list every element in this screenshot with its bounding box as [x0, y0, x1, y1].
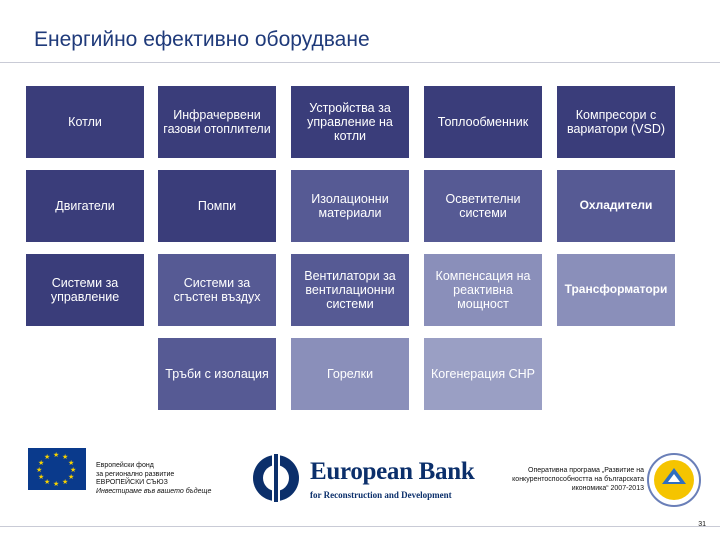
eu-line-2: за регионално развитие — [96, 470, 175, 478]
title-divider — [0, 62, 720, 63]
cell-reactive-power: Компенсация на реактивна мощност — [424, 254, 542, 326]
page-title: Енергийно ефективно оборудване — [34, 28, 370, 51]
cell-ventilation-fans: Вентилатори за вентилационни системи — [291, 254, 409, 326]
ebrd-emblem-icon — [250, 452, 302, 504]
cell-transformers: Трансформатори — [557, 254, 675, 326]
eu-line-3: ЕВРОПЕЙСКИ СЪЮЗ — [96, 479, 168, 486]
cell-infrared-heaters: Инфрачервени газови отоплители — [158, 86, 276, 158]
eu-flag-logo: ★ ★ ★ ★ ★ ★ ★ ★ ★ ★ ★ ★ — [28, 448, 86, 490]
footer-divider — [0, 526, 720, 527]
cell-lighting: Осветителни системи — [424, 170, 542, 242]
cell-burners: Горелки — [291, 338, 409, 410]
cell-chillers: Охладители — [557, 170, 675, 242]
op-line-1: Оперативна програма „Развитие на — [528, 467, 644, 474]
page-number: 31 — [698, 521, 706, 528]
cell-chp: Когенерация CHP — [424, 338, 542, 410]
ebrd-logo — [250, 452, 475, 504]
op-line-3: икономика“ 2007-2013 — [571, 485, 644, 492]
operational-programme-logo-icon — [646, 452, 702, 508]
op-line-2: конкурентоспособността на българската — [512, 476, 644, 483]
cell-heat-exchanger: Топлообменник — [424, 86, 542, 158]
eu-line-1: Европейски фонд — [96, 462, 154, 469]
operational-programme-text — [484, 466, 644, 493]
cell-boiler-controls: Устройства за управление на котли — [291, 86, 409, 158]
cell-compressed-air: Системи за сгъстен въздух — [158, 254, 276, 326]
cell-insulation: Изолационни материали — [291, 170, 409, 242]
eu-line-4: Инвестираме във вашето бъдеще — [96, 487, 212, 495]
cell-pumps: Помпи — [158, 170, 276, 242]
cell-control-systems: Системи за управление — [26, 254, 144, 326]
cell-vsd-compressors: Компресори с вариатори (VSD) — [557, 86, 675, 158]
ebrd-subtitle: for Reconstruction and Development — [310, 490, 452, 500]
ebrd-name: European Bank — [310, 458, 475, 485]
eu-fund-text — [96, 462, 211, 496]
cell-motors: Двигатели — [26, 170, 144, 242]
cell-insulated-pipes: Тръби с изолация — [158, 338, 276, 410]
cell-boilers: Котли — [26, 86, 144, 158]
